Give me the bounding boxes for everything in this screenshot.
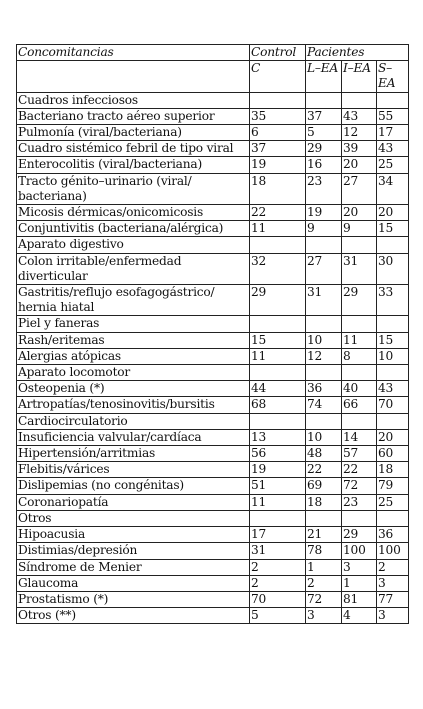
table-row [17,608,409,624]
table-row [17,173,409,204]
value-l-ea: 19 [306,205,342,221]
table-row [17,397,409,413]
condition-name: Cuadro sistémico febril de tipo viral [17,141,250,157]
condition-name: Dislipemias (no congénitas) [17,478,250,494]
section-empty-cell [342,413,377,429]
value-i-ea: 43 [342,108,377,124]
condition-name: Hipertensión/arritmias [17,446,250,462]
value-control: 19 [250,462,306,478]
value-i-ea: 20 [342,157,377,173]
table-row [17,429,409,445]
value-s-ea: 43 [377,141,409,157]
condition-name: Flebitis/várices [17,462,250,478]
condition-name: Rash/eritemas [17,332,250,348]
table-row [17,332,409,348]
value-control: 22 [250,205,306,221]
section-empty-cell [250,92,306,108]
condition-name: Conjuntivitis (bacteriana/alérgica) [17,221,250,237]
section-title: Aparato digestivo [17,237,250,253]
value-l-ea: 1 [306,559,342,575]
value-i-ea: 57 [342,446,377,462]
value-l-ea: 22 [306,462,342,478]
section-empty-cell [250,413,306,429]
condition-name: Distimias/depresión [17,543,250,559]
header-row-2 [17,61,409,92]
value-s-ea: 60 [377,446,409,462]
value-s-ea: 70 [377,397,409,413]
section-empty-cell [306,413,342,429]
value-control: 6 [250,125,306,141]
section-row [17,92,409,108]
section-empty-cell [306,365,342,381]
value-control: 2 [250,575,306,591]
value-l-ea: 21 [306,527,342,543]
value-l-ea: 37 [306,108,342,124]
section-title: Aparato locomotor [17,365,250,381]
value-control: 11 [250,348,306,364]
section-empty-cell [377,365,409,381]
value-control: 56 [250,446,306,462]
value-s-ea: 33 [377,285,409,316]
condition-name: Insuficiencia valvular/cardíaca [17,429,250,445]
header-l-ea: L–EA [306,61,342,92]
value-control: 2 [250,559,306,575]
value-i-ea: 29 [342,527,377,543]
section-empty-cell [377,413,409,429]
section-title: Otros [17,510,250,526]
value-i-ea: 72 [342,478,377,494]
section-title: Cardiocirculatorio [17,413,250,429]
table-row [17,543,409,559]
table-row [17,108,409,124]
section-empty-cell [377,316,409,332]
value-i-ea: 31 [342,253,377,284]
value-i-ea: 22 [342,462,377,478]
section-empty-cell [250,510,306,526]
value-i-ea: 23 [342,494,377,510]
condition-name: Colon irritable/enfermedad diverticular [17,253,250,284]
table-row [17,462,409,478]
value-control: 11 [250,494,306,510]
header-s-ea: S–EA [377,61,409,92]
table-row [17,125,409,141]
value-l-ea: 5 [306,125,342,141]
value-control: 13 [250,429,306,445]
value-control: 68 [250,397,306,413]
condition-name: Micosis dérmicas/onicomicosis [17,205,250,221]
value-i-ea: 12 [342,125,377,141]
value-l-ea: 9 [306,221,342,237]
section-empty-cell [377,237,409,253]
section-title: Piel y faneras [17,316,250,332]
section-empty-cell [306,237,342,253]
value-control: 17 [250,527,306,543]
value-l-ea: 10 [306,429,342,445]
value-s-ea: 20 [377,205,409,221]
value-control: 11 [250,221,306,237]
section-empty-cell [377,92,409,108]
value-l-ea: 29 [306,141,342,157]
table-row [17,494,409,510]
value-i-ea: 9 [342,221,377,237]
header-row-1 [17,45,409,61]
table-row [17,157,409,173]
value-l-ea: 78 [306,543,342,559]
section-row [17,510,409,526]
value-s-ea: 55 [377,108,409,124]
value-i-ea: 4 [342,608,377,624]
value-control: 15 [250,332,306,348]
table-row [17,253,409,284]
table-row [17,221,409,237]
condition-name: Osteopenia (*) [17,381,250,397]
value-s-ea: 77 [377,591,409,607]
value-i-ea: 66 [342,397,377,413]
table-row [17,478,409,494]
value-s-ea: 79 [377,478,409,494]
condition-name: Síndrome de Menier [17,559,250,575]
header-i-ea: I–EA [342,61,377,92]
condition-name: Gastritis/reflujo esofagogástrico/ hernia hiatal [17,285,250,316]
table-row [17,141,409,157]
table-row [17,285,409,316]
section-row [17,237,409,253]
section-empty-cell [342,92,377,108]
value-s-ea: 36 [377,527,409,543]
value-i-ea: 8 [342,348,377,364]
table-row [17,591,409,607]
section-empty-cell [250,365,306,381]
value-s-ea: 15 [377,332,409,348]
section-row [17,316,409,332]
value-control: 35 [250,108,306,124]
value-l-ea: 16 [306,157,342,173]
condition-name: Tracto génito–urinario (viral/ bacteriana) [17,173,250,204]
value-l-ea: 23 [306,173,342,204]
value-s-ea: 25 [377,157,409,173]
section-empty-cell [306,510,342,526]
condition-name: Prostatismo (*) [17,591,250,607]
value-l-ea: 2 [306,575,342,591]
section-empty-cell [306,92,342,108]
value-i-ea: 29 [342,285,377,316]
table-row [17,527,409,543]
value-l-ea: 10 [306,332,342,348]
table-row [17,446,409,462]
value-control: 51 [250,478,306,494]
value-control: 37 [250,141,306,157]
table-body [17,45,409,624]
value-s-ea: 18 [377,462,409,478]
section-row [17,413,409,429]
value-i-ea: 81 [342,591,377,607]
value-s-ea: 30 [377,253,409,284]
table-row [17,348,409,364]
value-control: 31 [250,543,306,559]
value-l-ea: 36 [306,381,342,397]
table-row [17,559,409,575]
header-c: C [250,61,306,92]
value-i-ea: 14 [342,429,377,445]
value-i-ea: 1 [342,575,377,591]
value-s-ea: 3 [377,575,409,591]
value-i-ea: 39 [342,141,377,157]
section-empty-cell [342,237,377,253]
section-empty-cell [342,365,377,381]
condition-name: Hipoacusia [17,527,250,543]
value-l-ea: 12 [306,348,342,364]
value-l-ea: 18 [306,494,342,510]
value-i-ea: 11 [342,332,377,348]
value-control: 5 [250,608,306,624]
value-s-ea: 15 [377,221,409,237]
value-control: 32 [250,253,306,284]
section-empty-cell [377,510,409,526]
value-s-ea: 100 [377,543,409,559]
value-l-ea: 48 [306,446,342,462]
condition-name: Pulmonía (viral/bacteriana) [17,125,250,141]
table-row [17,205,409,221]
table-row [17,575,409,591]
table-row [17,381,409,397]
condition-name: Alergias atópicas [17,348,250,364]
section-row [17,365,409,381]
value-control: 44 [250,381,306,397]
section-empty-cell [250,316,306,332]
value-l-ea: 27 [306,253,342,284]
condition-name: Coronariopatía [17,494,250,510]
header-concomitancias: Concomitancias [17,45,250,61]
section-empty-cell [342,510,377,526]
value-s-ea: 2 [377,559,409,575]
condition-name: Glaucoma [17,575,250,591]
section-empty-cell [306,316,342,332]
concomitancias-table [16,44,409,624]
section-empty-cell [250,237,306,253]
header-blank-cell [17,61,250,92]
value-l-ea: 31 [306,285,342,316]
value-l-ea: 74 [306,397,342,413]
value-s-ea: 25 [377,494,409,510]
value-control: 29 [250,285,306,316]
value-l-ea: 3 [306,608,342,624]
section-empty-cell [342,316,377,332]
value-i-ea: 100 [342,543,377,559]
value-i-ea: 40 [342,381,377,397]
value-s-ea: 20 [377,429,409,445]
value-i-ea: 3 [342,559,377,575]
value-s-ea: 10 [377,348,409,364]
condition-name: Artropatías/tenosinovitis/bursitis [17,397,250,413]
condition-name: Enterocolitis (viral/bacteriana) [17,157,250,173]
condition-name: Otros (**) [17,608,250,624]
value-s-ea: 3 [377,608,409,624]
value-i-ea: 20 [342,205,377,221]
value-s-ea: 43 [377,381,409,397]
value-s-ea: 34 [377,173,409,204]
header-pacientes: Pacientes [306,45,409,61]
value-control: 70 [250,591,306,607]
section-title: Cuadros infecciosos [17,92,250,108]
value-control: 18 [250,173,306,204]
value-i-ea: 27 [342,173,377,204]
value-l-ea: 69 [306,478,342,494]
value-control: 19 [250,157,306,173]
value-s-ea: 17 [377,125,409,141]
header-control: Control [250,45,306,61]
value-l-ea: 72 [306,591,342,607]
condition-name: Bacteriano tracto aéreo superior [17,108,250,124]
